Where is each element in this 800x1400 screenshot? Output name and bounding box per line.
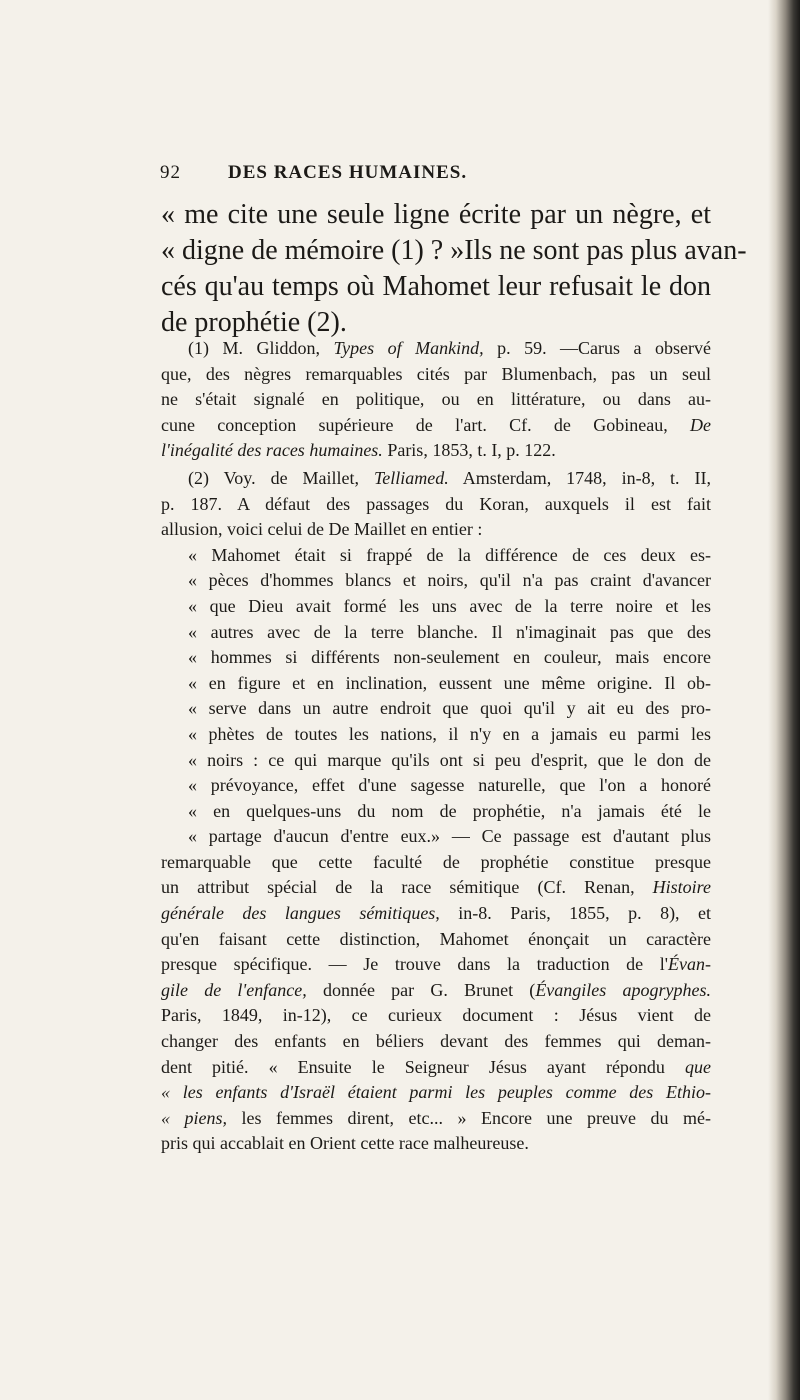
footnote-line: ne s'était signalé en politique, ou en littérature, ou dans au-: [161, 389, 711, 410]
footnote-line: Paris, 1849, in-12), ce curieux document : Jésus vient de: [161, 1005, 711, 1026]
body-paragraph: [161, 197, 747, 341]
page-edge-shadow: [768, 0, 800, 1400]
footnote-line: gile de l'enfance, donnée par G. Brunet (Évangiles apogryphes.: [161, 979, 712, 1000]
footnote-line: pris qui accablait en Orient cette race malheureuse.: [161, 1133, 529, 1154]
footnote-line: « les enfants d'Israël étaient parmi les peuples comme des Ethio-: [161, 1082, 711, 1103]
footnote-line: « pèces d'hommes blancs et noirs, qu'il n'a pas craint d'avancer: [188, 570, 711, 591]
footnote-line: « piens, les femmes dirent, etc... » Encore une preuve du mé-: [161, 1107, 711, 1128]
footnote-line: « Mahomet était si frappé de la différence de ces deux es-: [188, 544, 711, 565]
body-line: « me cite une seule ligne écrite par un nègre, et: [161, 199, 711, 230]
footnote-line: allusion, voici celui de De Maillet en entier :: [161, 519, 483, 540]
footnote-line: « prévoyance, effet d'une sagesse naturelle, que l'on a honoré: [188, 775, 711, 796]
footnote-line: qu'en faisant cette distinction, Mahomet énonçait un caractère: [161, 928, 711, 949]
footnote-line: « noirs : ce qui marque qu'ils ont si peu d'esprit, que le don de: [188, 749, 711, 770]
footnote-line: que, des nègres remarquables cités par Blumenbach, pas un seul: [161, 363, 711, 384]
body-line: « digne de mémoire (1) ? »Ils ne sont pas plus avan-: [161, 235, 747, 266]
body-line: cés qu'au temps où Mahomet leur refusait le don: [161, 271, 711, 302]
body-line: de prophétie (2).: [161, 307, 347, 338]
footnote-line: (1) M. Gliddon, Types of Mankind, p. 59. —Carus a observé: [188, 338, 711, 358]
footnote-line: changer des enfants en béliers devant des femmes qui deman-: [161, 1031, 711, 1052]
footnote-line: (2) Voy. de Maillet, Telliamed. Amsterdam, 1748, in-8, t. II,: [188, 467, 711, 488]
footnote-line: cune conception supérieure de l'art. Cf. de Gobineau, De: [161, 414, 711, 435]
footnote-line: p. 187. A défaut des passages du Koran, auxquels il est fait: [161, 493, 711, 514]
footnote-line: « hommes si différents non-seulement en couleur, mais encore: [188, 647, 711, 668]
running-title: DES RACES HUMAINES.: [228, 162, 468, 183]
footnote-2: [161, 466, 711, 1157]
running-head: [160, 162, 720, 190]
footnote-line: « serve dans un autre endroit que quoi qu'il y ait eu des pro-: [188, 698, 711, 719]
footnote-line: remarquable que cette faculté de prophétie constitue presque: [161, 851, 711, 872]
footnote-line: « phètes de toutes les nations, il n'y en a jamais eu parmi les: [188, 723, 711, 744]
footnote-1: [161, 336, 711, 464]
footnotes: [161, 336, 711, 1157]
page-number: 92: [160, 162, 181, 183]
footnote-line: l'inégalité des races humaines. Paris, 1853, t. I, p. 122.: [161, 440, 556, 461]
footnote-line: « partage d'aucun d'entre eux.» — Ce passage est d'autant plus: [188, 826, 711, 847]
footnote-line: « en quelques-uns du nom de prophétie, n'a jamais été le: [188, 800, 711, 821]
footnote-line: « autres avec de la terre blanche. Il n'imaginait pas que des: [188, 621, 711, 642]
footnote-line: « en figure et en inclination, eussent une même origine. Il ob-: [188, 672, 711, 693]
footnote-line: dent pitié. « Ensuite le Seigneur Jésus ayant répondu que: [161, 1056, 711, 1077]
footnote-line: un attribut spécial de la race sémitique (Cf. Renan, Histoire: [161, 877, 711, 898]
footnote-line: presque spécifique. — Je trouve dans la traduction de l'Évan-: [161, 954, 711, 975]
footnote-line: « que Dieu avait formé les uns avec de la terre noire et les: [188, 595, 711, 616]
footnote-line: générale des langues sémitiques, in-8. Paris, 1855, p. 8), et: [161, 903, 712, 924]
